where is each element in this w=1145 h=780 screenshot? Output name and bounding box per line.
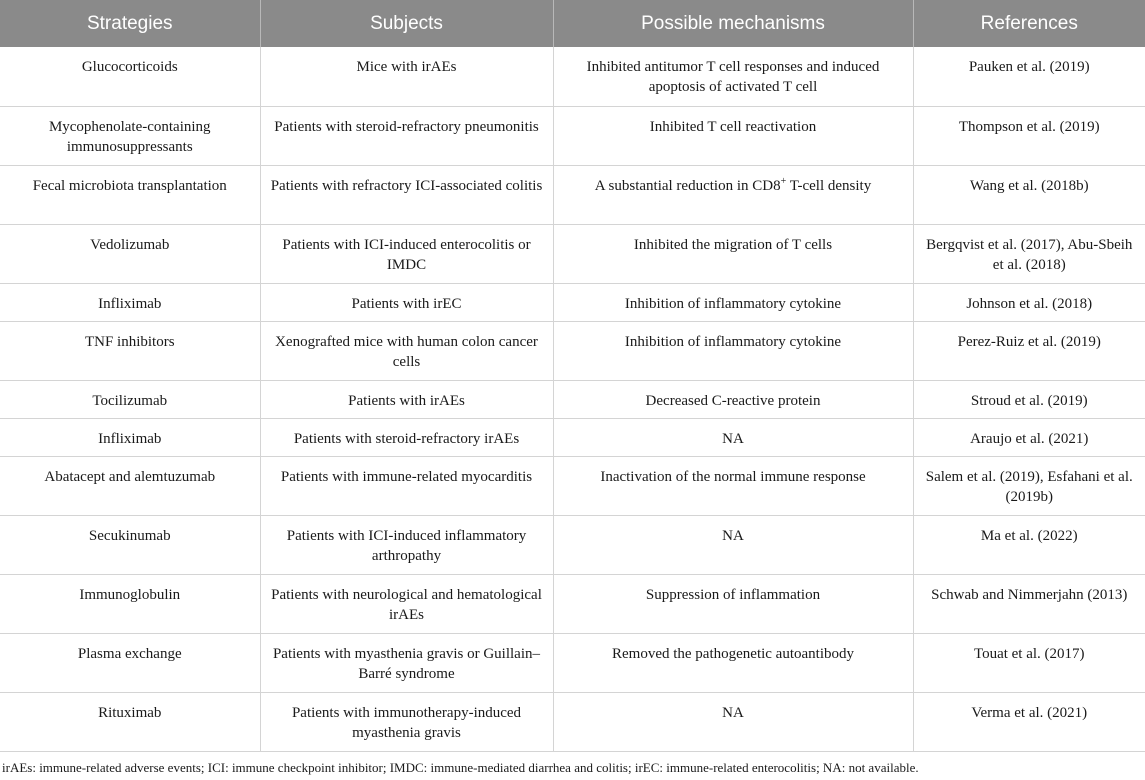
cell-strategy: Vedolizumab [0,224,260,283]
table-row [0,418,1145,456]
cell-mechanism: Decreased C-reactive protein [553,380,913,418]
cell-subjects: Mice with irAEs [260,47,553,106]
cell-references: Ma et al. (2022) [913,515,1145,574]
cell-subjects: Patients with irAEs [260,380,553,418]
cell-strategy: TNF inhibitors [0,321,260,380]
cell-strategy: Tocilizumab [0,380,260,418]
cell-strategy: Infliximab [0,418,260,456]
header-references: References [913,0,1145,47]
header-subjects: Subjects [260,0,553,47]
cell-mechanism: NA [553,692,913,751]
cell-subjects: Patients with irEC [260,283,553,321]
cell-references: Salem et al. (2019), Esfahani et al. (2019b) [913,456,1145,515]
cell-subjects: Patients with steroid-refractory pneumonitis [260,106,553,165]
cell-references: Wang et al. (2018b) [913,165,1145,224]
table-row [0,692,1145,751]
header-strategies: Strategies [0,0,260,47]
table-row [0,165,1145,224]
cell-references: Stroud et al. (2019) [913,380,1145,418]
header-mechanisms: Possible mechanisms [553,0,913,47]
cell-references: Perez-Ruiz et al. (2019) [913,321,1145,380]
cell-subjects: Patients with ICI-induced inflammatory arthropathy [260,515,553,574]
table-row [0,456,1145,515]
cell-subjects: Patients with immunotherapy-induced myasthenia gravis [260,692,553,751]
cell-references: Johnson et al. (2018) [913,283,1145,321]
cell-references: Thompson et al. (2019) [913,106,1145,165]
table-row [0,633,1145,692]
table-row [0,321,1145,380]
cell-subjects: Xenografted mice with human colon cancer cells [260,321,553,380]
cell-subjects: Patients with ICI-induced enterocolitis or IMDC [260,224,553,283]
cell-references: Pauken et al. (2019) [913,47,1145,106]
cell-mechanism: Inhibited the migration of T cells [553,224,913,283]
cell-references: Bergqvist et al. (2017), Abu-Sbeih et al. (2018) [913,224,1145,283]
mechanism-text-post: T-cell density [786,177,872,194]
cell-strategy: Mycophenolate-containing immunosuppressants [0,106,260,165]
table-row [0,574,1145,633]
table-row [0,106,1145,165]
mechanism-text-pre: A substantial reduction in CD8 [594,177,781,194]
cell-strategy: Glucocorticoids [0,47,260,106]
cell-strategy: Secukinumab [0,515,260,574]
table-row [0,283,1145,321]
table-row [0,515,1145,574]
cell-references: Verma et al. (2021) [913,692,1145,751]
table-row [0,47,1145,106]
cell-mechanism: Inhibited antitumor T cell responses and induced apoptosis of activated T cell [553,47,913,106]
cell-mechanism: Inhibition of inflammatory cytokine [553,283,913,321]
table-header [0,0,1145,47]
cell-mechanism: NA [553,418,913,456]
table-row [0,224,1145,283]
cell-mechanism: Inhibition of inflammatory cytokine [553,321,913,380]
table-footnote: irAEs: immune-related adverse events; ICI: immune checkpoint inhibitor; IMDC: immune-mediated diarrhea and colitis; irEC: immune-related enterocolitis; NA: not available. [2,760,919,775]
cell-mechanism: Inhibited T cell reactivation [553,106,913,165]
cell-strategy: Fecal microbiota transplantation [0,165,260,224]
table-row [0,380,1145,418]
cell-subjects: Patients with refractory ICI-associated colitis [260,165,553,224]
cell-references: Araujo et al. (2021) [913,418,1145,456]
cell-mechanism [553,165,913,224]
cell-references: Touat et al. (2017) [913,633,1145,692]
cell-strategy: Plasma exchange [0,633,260,692]
mechanism-superscript: + [780,175,787,187]
cell-mechanism: Removed the pathogenetic autoantibody [553,633,913,692]
cell-mechanism: Suppression of inflammation [553,574,913,633]
cell-strategy: Rituximab [0,692,260,751]
cell-mechanism: NA [553,515,913,574]
cell-strategy: Immunoglobulin [0,574,260,633]
cell-subjects: Patients with steroid-refractory irAEs [260,418,553,456]
cell-references: Schwab and Nimmerjahn (2013) [913,574,1145,633]
cell-subjects: Patients with immune-related myocarditis [260,456,553,515]
cell-mechanism: Inactivation of the normal immune response [553,456,913,515]
cell-strategy: Abatacept and alemtuzumab [0,456,260,515]
cell-strategy: Infliximab [0,283,260,321]
cell-subjects: Patients with neurological and hematological irAEs [260,574,553,633]
cell-subjects: Patients with myasthenia gravis or Guillain–Barré syndrome [260,633,553,692]
